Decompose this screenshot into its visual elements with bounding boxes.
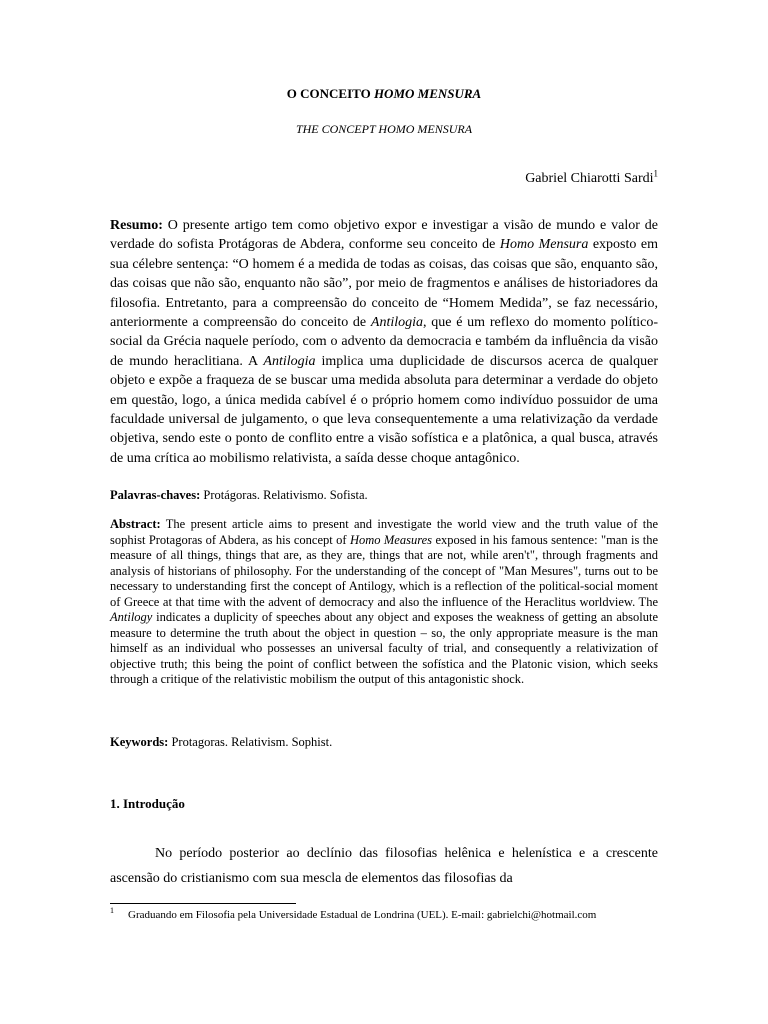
abstract-text-2: exposed in his famous sentence: "man is the measure of all things, things that are, as they are, things that are not, while aren't", through fragments and analysis of historians of philosophy. For the understanding of the concept of "Man Mesures", turns out to be necessary to understanding first the concept of Antilogy, which is a reflection of the political-social moment of Greece at that time with the advent of democracy and also the influence of the Heraclitus worldview. The [110, 532, 658, 609]
keywords-pt-text: Protágoras. Relativismo. Sofista. [200, 488, 368, 502]
abstract-italic-1: Homo Measures [349, 532, 433, 547]
keywords-en-label: Keywords: [110, 735, 169, 749]
paper-subtitle: THE CONCEPT HOMO MENSURA [295, 122, 473, 136]
footnote [110, 908, 658, 922]
resumo-text-3: , que é um reflexo do momento político-social da Grécia naquele período, com o advento da democracia e também da influência da visão de mundo heraclitiana. A [110, 315, 658, 369]
abstract-text-3: indicates a duplicity of speeches about any object and exposes the weakness of getting an absolute measure to determine the truth about the object in question – so, the only appropriate measure is the man himself as an individual who possesses an universal faculty of trial, and consequently a relativization of objective truth; this being the point of conflict between the sofística and the Platonic vision, which seeks through a critique of the relativistic mobilism the output of this antagonistic shock. [110, 610, 658, 687]
section-heading: 1. Introdução [110, 796, 185, 811]
abstract-italic-2: Antilogy [110, 610, 153, 625]
paper-title-italic: HOMO MENSURA [373, 86, 482, 101]
author-footnote-mark: 1 [653, 168, 658, 179]
author-name: Gabriel Chiarotti Sardi [525, 171, 654, 186]
keywords-en-text: Protagoras. Relativism. Sophist. [168, 735, 333, 749]
paper-title-plain: O CONCEITO [286, 86, 374, 101]
resumo-text-4: implica uma duplicidade de discursos acerca de qualquer objeto e expõe a fraqueza de se buscar uma medida absoluta para determinar a verdade do objeto em questão, logo, a única medida cabível é o próprio homem como indivíduo possuidor de uma faculdade universal de julgamento, o que leva consequentemente a uma relativização da verdade objetiva, sendo este o ponto de conflito entre a visão sofística e a platônica, a qual busca, através de uma crítica ao mobilismo relativista, a saída desse choque antagônico. [110, 353, 658, 466]
resumo-text-1: O presente artigo tem como objetivo expor e investigar a visão de mundo e valor de verdade do sofista Protágoras de Abdera, conforme seu conceito de [110, 218, 658, 253]
keywords-pt [110, 487, 658, 503]
footnote-divider [110, 903, 296, 904]
abstract-text-1: The present article aims to present and investigate the world view and the truth value of the sophist Protagoras of Abdera, as his concept of [110, 517, 658, 547]
author-line [525, 168, 658, 187]
resumo-italic-1: Homo Mensura [499, 237, 589, 253]
footnote-mark: 1 [110, 906, 114, 916]
abstract-label: Abstract: [110, 517, 161, 531]
intro-paragraph: No período posterior ao declínio das filosofias helênica e helenística e a crescente ascensão do cristianismo com sua mescla de elementos das filosofias da [110, 846, 658, 886]
resumo-text-2: exposto em sua célebre sentença: “O homem é a medida de todas as coisas, das coisas que são, enquanto são, das coisas que não são, enquanto não são”, por meio de fragmentos e análises de historiadores da filosofia. Entretanto, para a compreensão do conceito de “Homem Medida”, se faz necessário, anteriormente a compreensão do conceito de [110, 237, 659, 331]
paper-title [0, 86, 768, 102]
abstract-paragraph [110, 517, 658, 688]
resumo-paragraph [110, 216, 658, 468]
resumo-italic-3: Antilogia [263, 353, 316, 369]
resumo-italic-2: Antilogia [370, 315, 424, 331]
keywords-pt-label: Palavras-chaves: [110, 488, 201, 502]
keywords-en [110, 734, 658, 750]
resumo-label: Resumo: [110, 218, 163, 233]
footnote-text: Graduando em Filosofia pela Universidade Estadual de Londrina (UEL). E-mail: gabrielchi@hotmail.com [128, 909, 597, 921]
